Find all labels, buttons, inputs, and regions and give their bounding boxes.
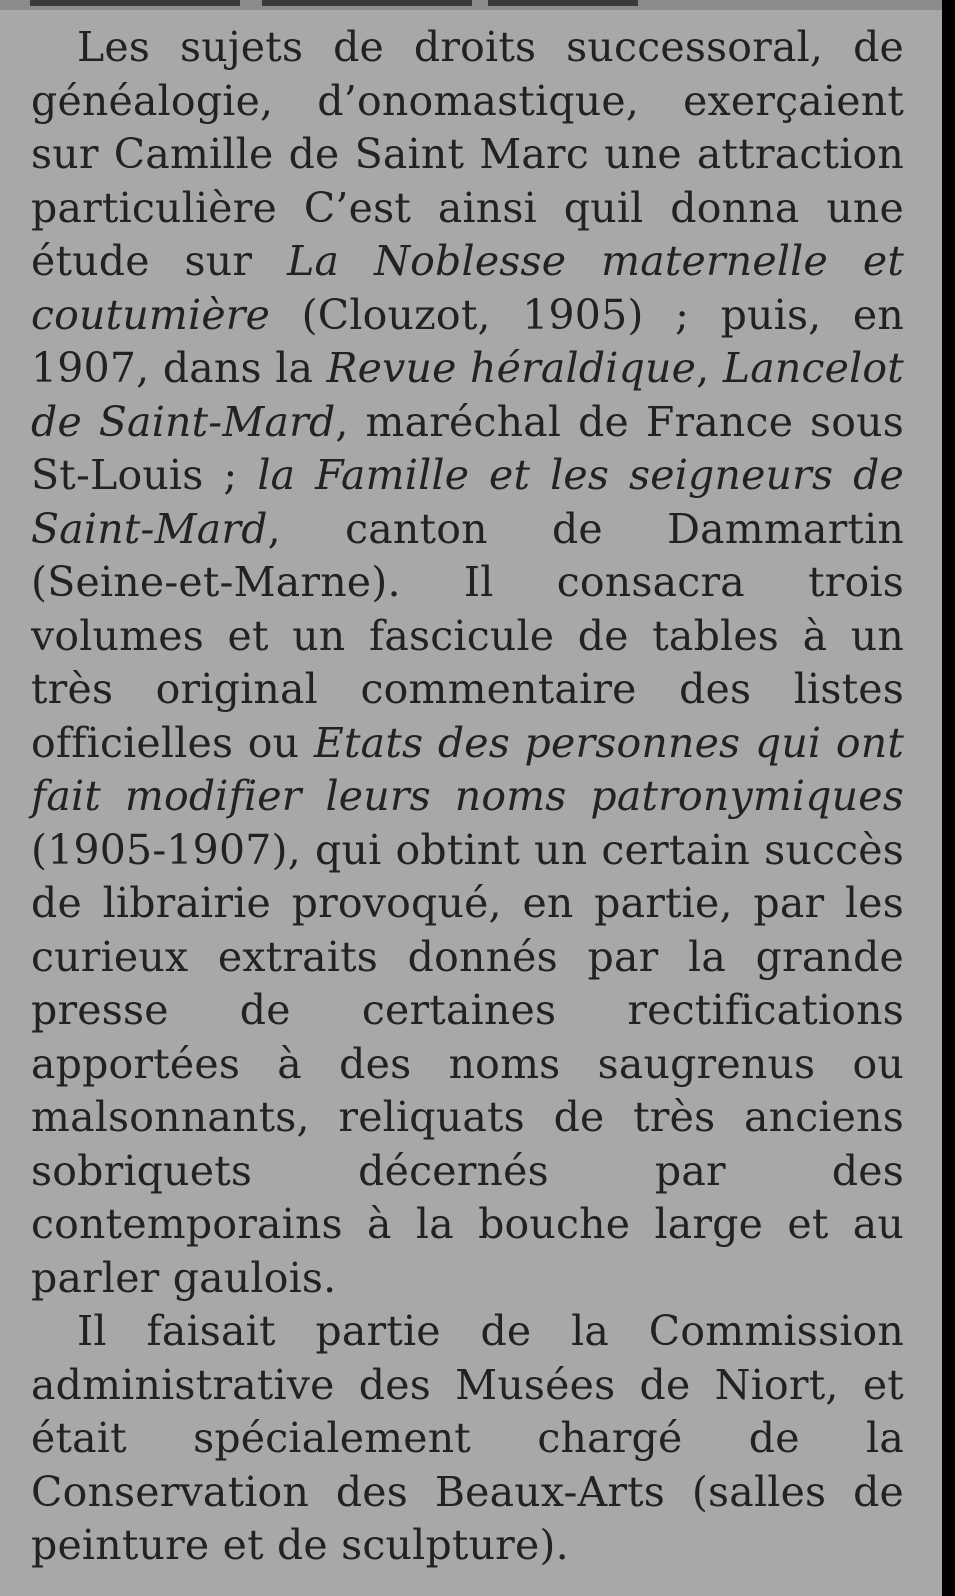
italic-title-lancelot: Lancelot de Saint-Mard bbox=[31, 344, 904, 446]
paragraph-1-text-1: Les sujets de droits successoral, de généalogie, d’onomastique, exerçaient sur Camille de Saint Marc une attraction particulière C’est ainsi quil donna une étude sur bbox=[31, 23, 904, 285]
cropped-previous-line bbox=[0, 0, 942, 10]
paragraph-2 bbox=[31, 1305, 904, 1573]
paragraph-1-text-3: , bbox=[696, 344, 723, 392]
paragraph-1-text-2: (Clouzot, 1905) ; puis, en 1907, dans la bbox=[31, 290, 904, 392]
paragraph-1-text-6: (1905-1907), qui obtint un certain succès de librairie provoqué, en partie, par les curieux extraits donnés par la grande presse de certaines rectifications apportées à des noms saugrenus ou malsonnants, reliquats de très anciens sobriquets décernés par des contemporains à la bouche large et au parler gaulois. bbox=[31, 825, 904, 1302]
scan-border bbox=[942, 0, 955, 1596]
paragraph-1 bbox=[31, 21, 904, 1305]
italic-title-etats-des-personnes: Etats des personnes qui ont fait modifier leurs noms patronymiques bbox=[31, 718, 904, 820]
paragraph-1-text-4: , maréchal de France sous St-Louis ; bbox=[31, 397, 904, 499]
italic-title-revue-heraldique: Revue héraldique bbox=[326, 344, 697, 392]
article-body bbox=[31, 21, 904, 1573]
paragraph-1-text-5: , canton de Dammartin (Seine-et-Marne). Il consacra trois volumes et un fascicule de tables à un très original commentaire des listes officielles ou bbox=[31, 504, 904, 767]
italic-title-noblesse: La Noblesse maternelle et coutumière bbox=[31, 237, 905, 339]
paragraph-2-text: Il faisait partie de la Commission administrative des Musées de Niort, et était spécialement chargé de la Conservation des Beaux-Arts (salles de peinture et de sculpture). bbox=[31, 1307, 904, 1569]
italic-title-famille-saint-mard: la Famille et les seigneurs de Saint-Mard bbox=[31, 451, 905, 553]
